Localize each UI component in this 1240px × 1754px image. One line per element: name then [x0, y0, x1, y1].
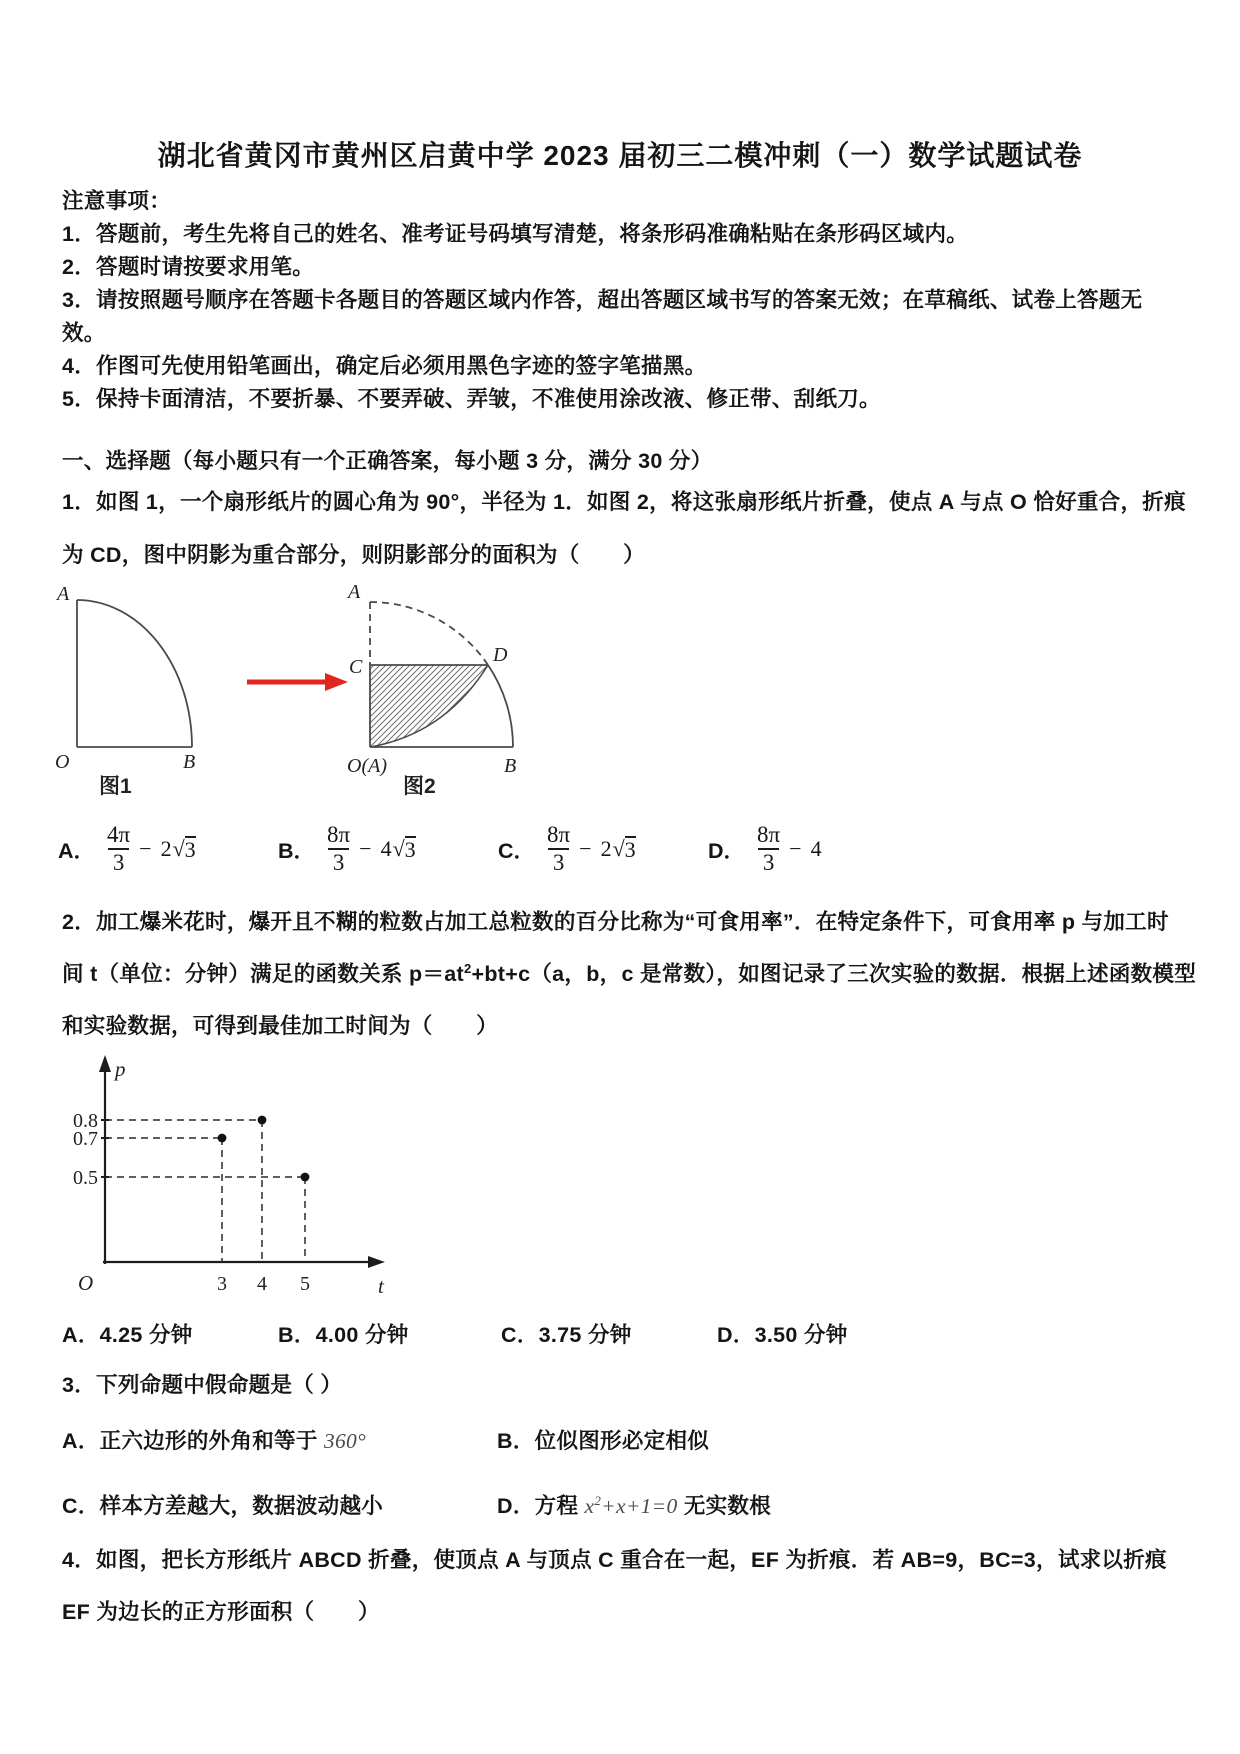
q2-option-d — [717, 1318, 848, 1349]
note-item-2: 2．答题时请按要求用笔。 — [62, 255, 315, 279]
section-heading: 一、选择题（每小题只有一个正确答案，每小题 3 分，满分 30 分） — [62, 449, 713, 473]
fraction-denominator: 3 — [548, 848, 570, 876]
fig1-label-o: O — [55, 751, 70, 773]
option-label: D． — [497, 1494, 535, 1518]
q2-chart — [60, 1052, 410, 1302]
fig2-shaded-region — [370, 665, 488, 747]
fig1-caption: 图1 — [99, 775, 132, 797]
q4-stem-line1: 4．如图，把长方形纸片 ABCD 折叠，使顶点 A 与顶点 C 重合在一起，EF 为折痕．若 AB=9，BC=3，试求以折痕 — [62, 1548, 1167, 1572]
q1-stem-line1: 1．如图 1，一个扇形纸片的圆心角为 90°，半径为 1．如图 2，将这张扇形纸片折叠，使点 A 与点 O 恰好重合，折痕 — [62, 490, 1186, 514]
x-tick-label-3: 3 — [217, 1273, 227, 1295]
q1-option-b — [278, 814, 416, 884]
notes-heading: 注意事项： — [62, 189, 172, 213]
option-label: D． — [708, 838, 746, 863]
q2-stem-line2 — [62, 957, 1196, 988]
y-tick-label-0.8: 0.8 — [73, 1110, 98, 1132]
q3-option-b — [497, 1424, 709, 1455]
q1-option-c — [498, 814, 636, 884]
option-label: A． — [58, 838, 96, 863]
option-text: 3.50 分钟 — [754, 1323, 848, 1347]
data-point-5-0.5 — [301, 1173, 310, 1182]
fraction-numerator: 8π — [547, 822, 571, 848]
option-label: B． — [497, 1429, 535, 1453]
fig2-label-c: C — [349, 656, 363, 678]
fraction-numerator: 8π — [757, 822, 781, 848]
note-item-3-wrap: 效。 — [62, 321, 106, 345]
x-axis-label: t — [378, 1274, 384, 1298]
fraction-numerator: 4π — [107, 822, 131, 848]
fig2-label-d: D — [493, 644, 508, 666]
q2-option-b — [278, 1318, 409, 1349]
fold-arrow-head-icon — [325, 673, 348, 691]
fraction — [547, 822, 570, 876]
origin-label: O — [78, 1271, 94, 1295]
q2-stem-line2-b: +bt+c（a，b，c 是常数），如图记录了三次实验的数据．根据上述函数模型 — [471, 962, 1197, 986]
option-math-x: x — [584, 1494, 595, 1518]
option-label: D． — [717, 1323, 755, 1347]
option-math-rest: +x+1=0 — [601, 1494, 678, 1518]
fraction-denominator: 3 — [758, 848, 780, 876]
fraction-denominator: 3 — [328, 848, 350, 876]
fig1-label-b: B — [183, 751, 196, 773]
y-axis-arrow-icon — [99, 1055, 111, 1072]
q2-exponent: 2 — [463, 960, 472, 976]
option-text: 4.00 分钟 — [315, 1323, 409, 1347]
fig1-label-a: A — [57, 583, 70, 605]
y-tick-label-0.5: 0.5 — [73, 1167, 98, 1189]
radical-sign: √ — [172, 836, 185, 861]
fig2-dashed-arc-ad — [370, 602, 488, 665]
x-tick-label-5: 5 — [300, 1273, 310, 1295]
minus-operator: − — [789, 836, 802, 861]
coefficient: 4 — [380, 836, 392, 861]
fraction-numerator: 8π — [327, 822, 351, 848]
option-math: 360° — [323, 1429, 366, 1453]
y-tick-label-0.7: 0.7 — [73, 1128, 98, 1150]
option-text: 4.25 分钟 — [99, 1323, 193, 1347]
fig2-arc-db — [488, 665, 513, 747]
q1-option-a — [58, 814, 196, 884]
option-text: 位似图形必定相似 — [534, 1429, 710, 1453]
option-text: 方程 — [534, 1494, 585, 1518]
fig2-label-b: B — [504, 755, 517, 777]
fraction — [107, 822, 130, 876]
fraction-denominator: 3 — [108, 848, 130, 876]
q3-option-a — [62, 1424, 366, 1455]
q2-stem-line1: 2．加工爆米花时，爆开且不糊的粒数占加工总粒数的百分比称为“可食用率”．在特定条件下，可食用率 p 与加工时 — [62, 910, 1169, 934]
q3-option-d — [497, 1489, 771, 1520]
radicand: 3 — [184, 837, 196, 863]
q2-option-a — [62, 1318, 193, 1349]
q1-figure — [55, 582, 535, 797]
radical-sign: √ — [392, 836, 405, 861]
data-point-3-0.7 — [218, 1134, 227, 1143]
note-item-1: 1．答题前，考生先将自己的姓名、准考证号码填写清楚，将条形码准确粘贴在条形码区域内。 — [62, 222, 969, 246]
q3-stem: 3．下列命题中假命题是（ ） — [62, 1373, 343, 1397]
minus-operator: − — [139, 836, 152, 861]
page-title: 湖北省黄冈市黄州区启黄中学 2023 届初三二模冲刺（一）数学试题试卷 — [157, 140, 1083, 171]
option-label: C． — [498, 838, 536, 863]
x-axis-arrow-icon — [368, 1256, 385, 1268]
q1-stem-line2: 为 CD，图中阴影为重合部分，则阴影部分的面积为（ ） — [62, 543, 645, 567]
note-item-3: 3．请按照题号顺序在答题卡各题目的答题区域内作答，超出答题区域书写的答案无效；在草稿纸、试卷上答题无 — [62, 288, 1143, 312]
option-text: 样本方差越大，数据波动越小 — [99, 1494, 384, 1518]
fraction — [757, 822, 780, 876]
minus-operator: − — [579, 836, 592, 861]
radical-sign: √ — [612, 836, 625, 861]
radicand: 3 — [624, 837, 636, 863]
q2-stem-line2-a: 间 t（单位：分钟）满足的函数关系 p＝at — [62, 962, 464, 986]
note-item-4: 4．作图可先使用铅笔画出，确定后必须用黑色字迹的签字笔描黑。 — [62, 354, 707, 378]
q1-option-d — [708, 814, 822, 884]
fig2-label-oa: O(A) — [347, 755, 387, 777]
option-text: 3.75 分钟 — [538, 1323, 632, 1347]
fig1-arc-ab — [77, 600, 192, 747]
coefficient: 4 — [810, 836, 822, 861]
fig2-caption: 图2 — [403, 775, 436, 797]
option-label: C． — [501, 1323, 539, 1347]
option-math-exponent: 2 — [594, 1492, 602, 1508]
option-label: A． — [62, 1429, 100, 1453]
dashed-guides — [105, 1120, 305, 1262]
q4-stem-line2: EF 为边长的正方形面积（ ） — [62, 1600, 380, 1624]
fraction — [327, 822, 350, 876]
fig2-label-a: A — [348, 582, 361, 603]
option-text: 正六边形的外角和等于 — [99, 1429, 324, 1453]
option-text-post: 无实数根 — [677, 1494, 772, 1518]
coefficient: 2 — [160, 836, 172, 861]
x-tick-label-4: 4 — [257, 1273, 267, 1295]
data-point-4-0.8 — [258, 1116, 267, 1125]
note-item-5: 5．保持卡面清洁，不要折暴、不要弄破、弄皱，不准使用涂改液、修正带、刮纸刀。 — [62, 387, 881, 411]
q2-option-c — [501, 1318, 632, 1349]
option-label: C． — [62, 1494, 100, 1518]
coefficient: 2 — [600, 836, 612, 861]
option-label: A． — [62, 1323, 100, 1347]
option-label: B． — [278, 1323, 316, 1347]
radicand: 3 — [404, 837, 416, 863]
minus-operator: − — [359, 836, 372, 861]
q3-option-c — [62, 1489, 383, 1520]
q2-stem-line3: 和实验数据，可得到最佳加工时间为（ ） — [62, 1014, 499, 1038]
y-axis-label: p — [115, 1057, 126, 1081]
option-label: B． — [278, 838, 316, 863]
